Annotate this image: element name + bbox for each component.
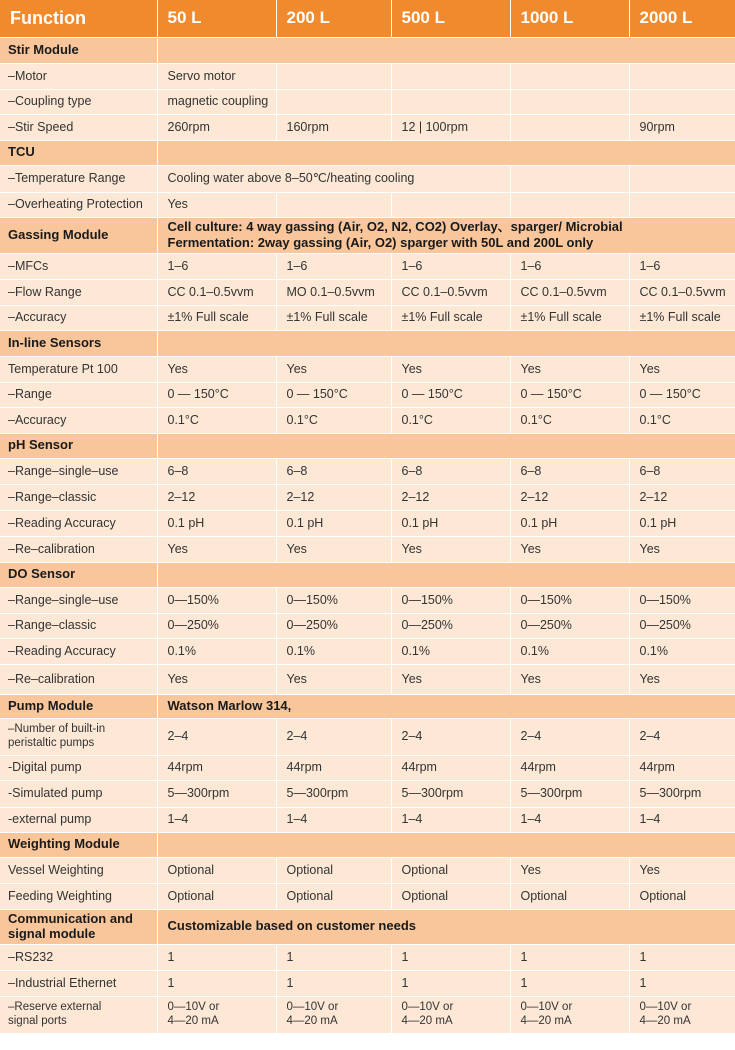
table-row	[0, 780, 735, 807]
header-1000l: 1000 L	[510, 0, 629, 37]
section-title: Weighting Module	[0, 832, 157, 857]
table-cell: 0.1°C	[391, 407, 510, 433]
section-row	[0, 217, 735, 253]
table-cell: Yes	[629, 536, 735, 562]
table-cell: CC 0.1–0.5vvm	[510, 279, 629, 305]
table-row	[0, 587, 735, 613]
table-cell: ±1% Full scale	[629, 305, 735, 330]
table-cell: Optional	[276, 883, 391, 909]
table-cell: Optional	[157, 883, 276, 909]
table-cell: 0—10V or 4—20 mA	[157, 996, 276, 1033]
table-cell: Yes	[391, 536, 510, 562]
table-cell: 0—150%	[629, 587, 735, 613]
table-cell: 0—250%	[391, 613, 510, 638]
table-cell: 5—300rpm	[510, 780, 629, 807]
table-cell: 160rpm	[276, 114, 391, 140]
table-cell: CC 0.1–0.5vvm	[391, 279, 510, 305]
table-cell: 0—150%	[391, 587, 510, 613]
table-cell	[510, 192, 629, 217]
table-cell: 0.1%	[391, 638, 510, 664]
table-cell: 1–4	[157, 807, 276, 832]
table-cell: 2–4	[157, 718, 276, 755]
row-label: Temperature Pt 100	[0, 356, 157, 382]
table-cell: 1–6	[276, 253, 391, 279]
row-label: –Accuracy	[0, 305, 157, 330]
table-cell: 1	[157, 944, 276, 970]
row-label: –Re–calibration	[0, 664, 157, 694]
header-500l: 500 L	[391, 0, 510, 37]
table-row	[0, 857, 735, 883]
table-cell: 0.1°C	[510, 407, 629, 433]
table-cell: Optional	[391, 883, 510, 909]
table-cell: 1–4	[391, 807, 510, 832]
section-title: TCU	[0, 140, 157, 165]
table-cell: 0.1 pH	[629, 510, 735, 536]
row-label: –Range–classic	[0, 484, 157, 510]
section-fill	[157, 140, 735, 165]
table-cell: 1–6	[629, 253, 735, 279]
table-cell: CC 0.1–0.5vvm	[629, 279, 735, 305]
section-fill	[157, 562, 735, 587]
table-cell: 12 | 100rpm	[391, 114, 510, 140]
table-cell: ±1% Full scale	[510, 305, 629, 330]
section-title: In-line Sensors	[0, 330, 157, 356]
table-cell: 44rpm	[629, 755, 735, 780]
table-cell: Yes	[629, 664, 735, 694]
table-cell: 1	[276, 970, 391, 996]
table-cell: 6–8	[276, 458, 391, 484]
table-cell: ±1% Full scale	[276, 305, 391, 330]
section-row	[0, 562, 735, 587]
table-cell: 1–6	[157, 253, 276, 279]
table-cell: Optional	[157, 857, 276, 883]
row-label: –Re–calibration	[0, 536, 157, 562]
table-cell: 260rpm	[157, 114, 276, 140]
table-cell	[629, 192, 735, 217]
section-note: Cell culture: 4 way gassing (Air, O2, N2, CO2) Overlay、sparger/ Microbial Fermentation: 2way gassing (Air, O2) sparger with 50L and 200L only	[157, 217, 735, 253]
table-cell: 1	[510, 944, 629, 970]
section-fill	[157, 37, 735, 63]
table-cell: Yes	[510, 356, 629, 382]
row-label: –Reading Accuracy	[0, 638, 157, 664]
table-cell: 6–8	[391, 458, 510, 484]
table-row	[0, 944, 735, 970]
table-cell: 2–12	[276, 484, 391, 510]
table-cell: 0—150%	[276, 587, 391, 613]
table-cell: 6–8	[629, 458, 735, 484]
table-cell: 2–12	[157, 484, 276, 510]
row-label: –Motor	[0, 63, 157, 89]
row-label: –Range–single–use	[0, 458, 157, 484]
table-cell: CC 0.1–0.5vvm	[157, 279, 276, 305]
table-row	[0, 165, 735, 192]
table-cell: 2–4	[276, 718, 391, 755]
header-row	[0, 0, 735, 37]
section-row	[0, 909, 735, 944]
table-cell	[276, 192, 391, 217]
table-row	[0, 638, 735, 664]
table-row	[0, 613, 735, 638]
table-cell: Yes	[157, 356, 276, 382]
table-cell: MO 0.1–0.5vvm	[276, 279, 391, 305]
table-cell: 0.1°C	[629, 407, 735, 433]
table-cell: 0—10V or 4—20 mA	[391, 996, 510, 1033]
table-cell: Yes	[276, 536, 391, 562]
section-title: DO Sensor	[0, 562, 157, 587]
table-cell: 0.1%	[157, 638, 276, 664]
table-cell: 0.1%	[629, 638, 735, 664]
table-cell: 1	[629, 970, 735, 996]
table-cell: 1–4	[276, 807, 391, 832]
table-row	[0, 510, 735, 536]
row-label: –Overheating Protection	[0, 192, 157, 217]
row-label: –Flow Range	[0, 279, 157, 305]
section-fill	[157, 433, 735, 458]
row-label: -external pump	[0, 807, 157, 832]
table-row	[0, 279, 735, 305]
section-row	[0, 140, 735, 165]
table-cell: 0.1%	[276, 638, 391, 664]
header-50l: 50 L	[157, 0, 276, 37]
table-row	[0, 970, 735, 996]
table-cell: 44rpm	[276, 755, 391, 780]
table-cell: 0—10V or 4—20 mA	[629, 996, 735, 1033]
table-cell: Yes	[629, 857, 735, 883]
table-cell: 1–6	[510, 253, 629, 279]
table-cell: 44rpm	[157, 755, 276, 780]
table-cell	[629, 89, 735, 114]
section-title: pH Sensor	[0, 433, 157, 458]
header-2000l: 2000 L	[629, 0, 735, 37]
table-row	[0, 536, 735, 562]
section-title: Communication and signal module	[0, 909, 157, 944]
row-label: –Coupling type	[0, 89, 157, 114]
table-cell: 0.1 pH	[157, 510, 276, 536]
table-cell: Yes	[276, 356, 391, 382]
table-cell: 1	[391, 944, 510, 970]
row-label: -Digital pump	[0, 755, 157, 780]
table-row	[0, 407, 735, 433]
table-row	[0, 114, 735, 140]
table-cell: Yes	[157, 536, 276, 562]
table-cell: 2–4	[391, 718, 510, 755]
table-cell: Servo motor	[157, 63, 276, 89]
row-label: -Simulated pump	[0, 780, 157, 807]
table-row	[0, 484, 735, 510]
table-cell	[276, 89, 391, 114]
table-cell	[276, 63, 391, 89]
table-cell: 2–12	[629, 484, 735, 510]
table-cell: Optional	[276, 857, 391, 883]
table-cell: 0.1 pH	[510, 510, 629, 536]
header-function: Function	[0, 0, 157, 37]
table-cell: 0—150%	[510, 587, 629, 613]
table-cell: ±1% Full scale	[157, 305, 276, 330]
table-row	[0, 458, 735, 484]
row-label: Vessel Weighting	[0, 857, 157, 883]
table-cell: 1–6	[391, 253, 510, 279]
table-cell: Yes	[276, 664, 391, 694]
table-cell: 5—300rpm	[276, 780, 391, 807]
section-fill	[157, 832, 735, 857]
table-cell: ±1% Full scale	[391, 305, 510, 330]
table-cell: 6–8	[157, 458, 276, 484]
table-cell: magnetic coupling	[157, 89, 276, 114]
table-cell: 0 — 150°C	[276, 382, 391, 407]
section-row	[0, 832, 735, 857]
table-cell: 5—300rpm	[157, 780, 276, 807]
table-cell: 0—150%	[157, 587, 276, 613]
table-cell	[391, 89, 510, 114]
table-cell: 2–12	[510, 484, 629, 510]
table-cell: 0—10V or 4—20 mA	[510, 996, 629, 1033]
table-cell: 5—300rpm	[391, 780, 510, 807]
table-cell: 1	[391, 970, 510, 996]
table-cell: 0—250%	[157, 613, 276, 638]
row-label: –Reserve external signal ports	[0, 996, 157, 1033]
section-title: Pump Module	[0, 694, 157, 718]
table-cell: 0 — 150°C	[510, 382, 629, 407]
row-label: –Number of built-in peristaltic pumps	[0, 718, 157, 755]
table-cell: 2–4	[629, 718, 735, 755]
table-cell: 44rpm	[510, 755, 629, 780]
row-label: –Range–classic	[0, 613, 157, 638]
row-label: –Stir Speed	[0, 114, 157, 140]
table-cell: Optional	[629, 883, 735, 909]
row-label: –Industrial Ethernet	[0, 970, 157, 996]
table-cell	[391, 192, 510, 217]
table-cell	[510, 114, 629, 140]
table-cell: Optional	[391, 857, 510, 883]
table-cell	[629, 165, 735, 192]
table-row	[0, 63, 735, 89]
table-cell: 0—250%	[510, 613, 629, 638]
table-cell: 44rpm	[391, 755, 510, 780]
table-cell	[510, 63, 629, 89]
table-cell: 1–4	[510, 807, 629, 832]
row-label: –Range	[0, 382, 157, 407]
table-cell	[510, 165, 629, 192]
table-cell: 0.1%	[510, 638, 629, 664]
table-cell: Yes	[157, 192, 276, 217]
table-cell: Yes	[157, 664, 276, 694]
section-note: Customizable based on customer needs	[157, 909, 735, 944]
table-row	[0, 996, 735, 1033]
table-cell: 6–8	[510, 458, 629, 484]
table-cell: 0 — 150°C	[157, 382, 276, 407]
row-label: –Temperature Range	[0, 165, 157, 192]
row-label: –Accuracy	[0, 407, 157, 433]
table-cell: 0 — 150°C	[391, 382, 510, 407]
table-cell: 1–4	[629, 807, 735, 832]
row-label: –Range–single–use	[0, 587, 157, 613]
table-cell: 1	[510, 970, 629, 996]
section-row	[0, 694, 735, 718]
table-cell: 0.1 pH	[276, 510, 391, 536]
table-row	[0, 664, 735, 694]
section-row	[0, 330, 735, 356]
section-fill	[157, 330, 735, 356]
table-row	[0, 883, 735, 909]
table-cell: 2–4	[510, 718, 629, 755]
table-cell: 0.1 pH	[391, 510, 510, 536]
table-cell	[510, 89, 629, 114]
section-row	[0, 37, 735, 63]
table-cell: 0 — 150°C	[629, 382, 735, 407]
table-cell: 0.1°C	[276, 407, 391, 433]
table-cell: 0—250%	[629, 613, 735, 638]
table-cell: 1	[629, 944, 735, 970]
table-row	[0, 755, 735, 780]
table-cell: Optional	[510, 883, 629, 909]
table-row	[0, 89, 735, 114]
table-cell: Yes	[391, 356, 510, 382]
section-title: Gassing Module	[0, 217, 157, 253]
table-cell: 1	[276, 944, 391, 970]
table-cell: 90rpm	[629, 114, 735, 140]
table-body	[0, 37, 735, 1033]
table-cell: 0—10V or 4—20 mA	[276, 996, 391, 1033]
table-cell: Yes	[629, 356, 735, 382]
table-cell: Yes	[510, 536, 629, 562]
table-cell	[629, 63, 735, 89]
section-note: Watson Marlow 314,	[157, 694, 735, 718]
table-row	[0, 305, 735, 330]
merged-cell: Cooling water above 8–50℃/heating cooling	[157, 165, 510, 192]
table-cell: Yes	[391, 664, 510, 694]
table-row	[0, 253, 735, 279]
row-label: –Reading Accuracy	[0, 510, 157, 536]
table-row	[0, 718, 735, 755]
row-label: –MFCs	[0, 253, 157, 279]
section-row	[0, 433, 735, 458]
table-row	[0, 807, 735, 832]
table-cell: 0.1°C	[157, 407, 276, 433]
row-label: –RS232	[0, 944, 157, 970]
section-title: Stir Module	[0, 37, 157, 63]
table-cell: 2–12	[391, 484, 510, 510]
header-200l: 200 L	[276, 0, 391, 37]
table-row	[0, 192, 735, 217]
row-label: Feeding Weighting	[0, 883, 157, 909]
table-cell: Yes	[510, 857, 629, 883]
table-cell: 1	[157, 970, 276, 996]
table-cell	[391, 63, 510, 89]
table-cell: Yes	[510, 664, 629, 694]
table-cell: 5—300rpm	[629, 780, 735, 807]
table-row	[0, 356, 735, 382]
table-row	[0, 382, 735, 407]
table-cell: 0—250%	[276, 613, 391, 638]
